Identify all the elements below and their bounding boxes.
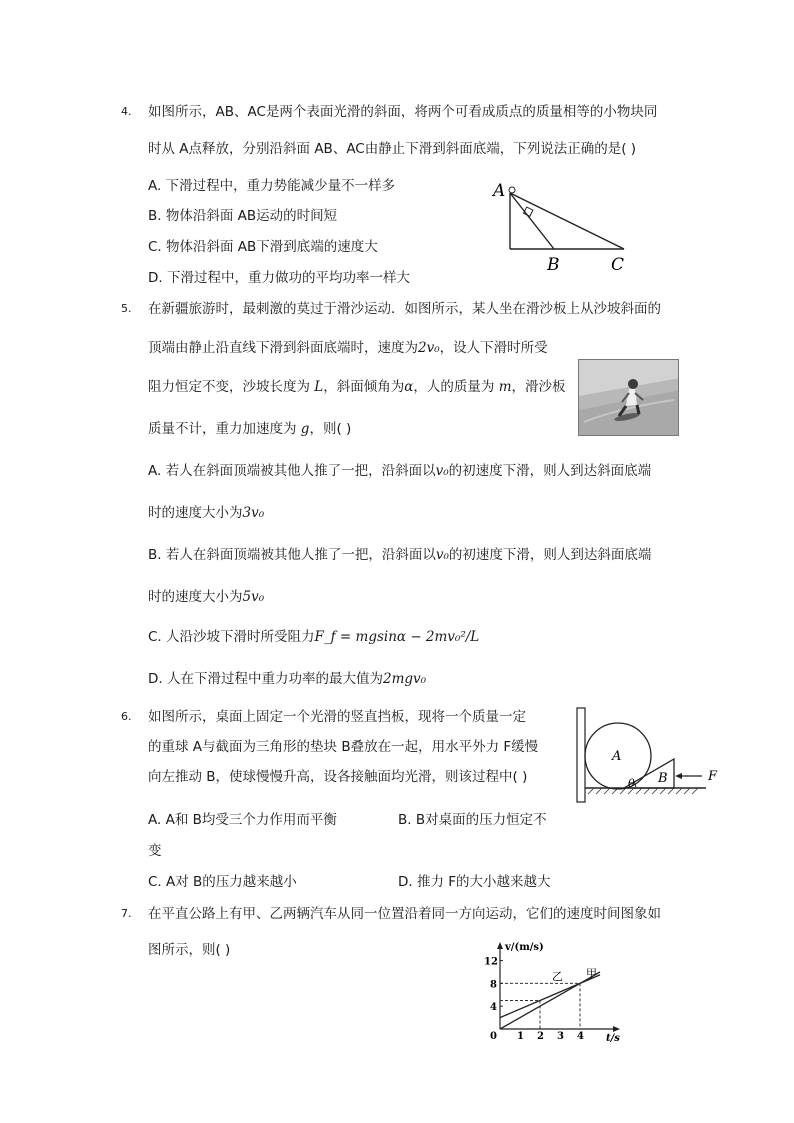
q4-label-b: B — [547, 255, 560, 275]
series-label-jia: 甲 — [586, 967, 597, 980]
q7-line1: 在平直公路上有甲、乙两辆汽车从同一位置沿着同一方向运动，它们的速度时间图象如 — [148, 906, 661, 922]
q5-option-a-line2: 时的速度大小为3v₀ — [148, 505, 265, 521]
q5-option-a-line1: A. 若人在斜面顶端被其他人推了一把，沿斜面以v₀的初速度下滑，则人到达斜面底端 — [148, 463, 652, 479]
q5-speed-2v0: 2v₀ — [418, 340, 440, 356]
q6-label-f: F — [708, 769, 718, 784]
sand-slide-photo — [578, 359, 679, 436]
q5-line3: 阻力恒定不变，沙坡长度为 L，斜面倾角为α，人的质量为 m，滑沙板 — [148, 379, 566, 395]
q4-option-c: C. 物体沿斜面 AB下滑到底端的速度大 — [148, 239, 378, 255]
q6-option-b-continued: 变 — [148, 843, 162, 859]
velocity-time-graph — [470, 940, 640, 1045]
x-axis-arrow — [613, 1026, 620, 1032]
q6-line3: 向左推动 B，使球慢慢升高，设各接触面均光滑，则该过程中( ) — [148, 769, 528, 785]
series-line-yi — [500, 975, 600, 1018]
q6-option-c: C. A对 B的压力越来越小 — [148, 874, 297, 890]
series-label-yi: 乙 — [552, 970, 563, 983]
x-tick-label: 1 — [517, 1031, 524, 1042]
q6-number: 6. — [121, 710, 132, 723]
q5-option-d: D. 人在下滑过程中重力功率的最大值为2mgv₀ — [148, 671, 427, 687]
q5-line4: 质量不计，重力加速度为 g，则( ) — [148, 421, 352, 437]
q4-number: 4. — [121, 105, 132, 118]
y-tick-label: 12 — [484, 956, 498, 968]
q5-option-b-line1: B. 若人在斜面顶端被其他人推了一把，沿斜面以v₀的初速度下滑，则人到达斜面底端 — [148, 547, 652, 563]
q5-line2: 顶端由静止沿直线下滑到斜面底端时，速度为2v₀，设人下滑时所受 — [148, 340, 548, 356]
q6-label-theta: θ — [628, 777, 635, 790]
q7-number: 7. — [121, 907, 132, 920]
q6-line2: 的重球 A与截面为三角形的垫块 B叠放在一起，用水平外力 F缓慢 — [148, 739, 539, 755]
q4-stem-line2: 时从 A点释放，分别沿斜面 AB、AC由静止下滑到斜面底端，下列说法正确的是( ) — [148, 141, 637, 157]
origin-label: 0 — [490, 1031, 497, 1042]
q5-number: 5. — [121, 302, 132, 315]
q6-option-b: B. B对桌面的压力恒定不 — [398, 812, 547, 828]
x-tick-label: 4 — [577, 1031, 584, 1042]
q5-friction-formula: F_f = mgsinα − 2mv₀²/L — [314, 629, 480, 645]
q5-option-c: C. 人沿沙坡下滑时所受阻力F_f = mgsinα − 2mv₀²/L — [148, 629, 480, 645]
q6-line1: 如图所示，桌面上固定一个光滑的竖直挡板，现将一个质量一定 — [148, 709, 526, 725]
q4-stem-line1: 如图所示，AB、AC是两个表面光滑的斜面，将两个可看成质点的质量相等的小物块同 — [148, 104, 658, 120]
q4-option-d: D. 下滑过程中，重力做功的平均功率一样大 — [148, 270, 410, 286]
q6-label-a: A — [612, 749, 622, 764]
q6-ball-wedge-figure — [572, 706, 728, 806]
x-tick-label: 2 — [537, 1031, 544, 1042]
x-axis-label: t/s — [606, 1033, 620, 1044]
q4-label-a: A — [493, 181, 506, 201]
y-axis-arrow — [497, 942, 503, 949]
q7-line2: 图所示，则( ) — [148, 942, 231, 958]
q5-option-b-line2: 时的速度大小为5v₀ — [148, 589, 265, 605]
x-tick-label: 3 — [557, 1031, 564, 1042]
q6-option-a: A. A和 B均受三个力作用而平衡 — [148, 812, 337, 828]
q4-incline-figure — [490, 176, 640, 276]
q4-label-c: C — [611, 255, 625, 275]
q6-option-d: D. 推力 F的大小越来越大 — [398, 874, 551, 890]
q4-option-b: B. 物体沿斜面 AB运动的时间短 — [148, 208, 338, 224]
q4-option-a: A. 下滑过程中，重力势能减少量不一样多 — [148, 178, 396, 194]
q6-label-b: B — [658, 771, 668, 786]
y-tick-label: 4 — [490, 1002, 497, 1014]
q5-line1: 在新疆旅游时，最刺激的莫过于滑沙运动．如图所示，某人坐在滑沙板上从沙坡斜面的 — [148, 301, 661, 317]
y-tick-label: 8 — [490, 979, 497, 991]
y-axis-label: v/(m/s) — [505, 942, 544, 953]
